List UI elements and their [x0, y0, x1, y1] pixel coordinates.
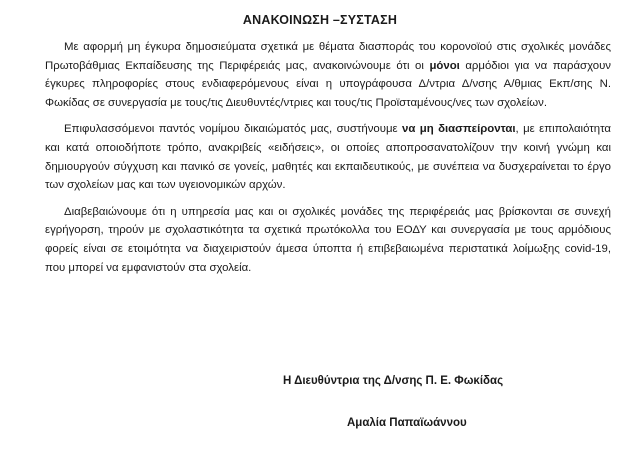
paragraph-2: [45, 120, 611, 194]
paragraph-1-text-a: Με αφορμή μη έγκυρα δημοσιεύματα σχετικά με θέματα διασποράς του κορονοϊού στις σχολικές μονάδες Πρωτοβάθμιας Εκπαίδευσης της Περιφέρειάς μας, ανακοινώνουμε ότι οι: [45, 41, 611, 72]
paragraph-1: [45, 38, 611, 112]
document-body: [45, 38, 611, 285]
paragraph-2-text-a: Επιφυλασσόμενοι παντός νομίμου δικαιώματός μας, συστήνουμε: [64, 123, 403, 136]
signature-role: Η Διευθύντρια της Δ/νσης Π. Ε. Φωκίδας: [283, 375, 504, 387]
paragraph-1-emphasis: μόνοι: [429, 59, 460, 72]
document-title: ΑΝΑΚΟΙΝΩΣΗ –ΣΥΣΤΑΣΗ: [242, 13, 398, 27]
paragraph-2-emphasis: να μη διασπείρονται: [402, 123, 516, 136]
paragraph-2-text-c: , με επιπολαιότητα και κατά οποιοδήποτε τρόπο, ανακριβείς «ειδήσεις», οι οποίες αποπροσανατολίζουν την κοινή γνώμη και δημιουργούν σύγχυση και πανικό σε γονείς, μαθητές και εκπαιδευτικούς, με συνέπεια να δυσχεραίνεται το έργο των σχολείων μας και των υγειονομικών αρχών.: [45, 123, 611, 192]
paragraph-1-text-c: αρμόδιοι για να παράσχουν έγκυρες πληροφορίες στους ενδιαφερόμενους είναι η υπογράφουσα Δ/ντρια Δ/νσης Α/θμιας Εκπ/σης Ν. Φωκίδας σε συνεργασία με τους/τις Διευθυντές/ντριες και τους/τις Προϊσταμένους/νες των σχολείων.: [45, 59, 612, 109]
signature-name: Αμαλία Παπαϊωάννου: [347, 417, 467, 429]
paragraph-3: Διαβεβαιώνουμε ότι η υπηρεσία μας και οι σχολικές μονάδες της περιφέρειάς μας βρίσκονται σε συνεχή εγρήγορση, τηρούν με σχολαστικότητα τα σχετικά πρωτόκολλα του ΕΟΔΥ και συνεργασία με τους αρμόδιους φορείς είναι σε ετοιμότητα να διαχειριστούν άμεσα ύποπτα ή επιβεβαιωμένα περιστατικά λοίμωξης covid-19, που μπορεί να εμφανιστούν στα σχολεία.: [45, 205, 611, 274]
